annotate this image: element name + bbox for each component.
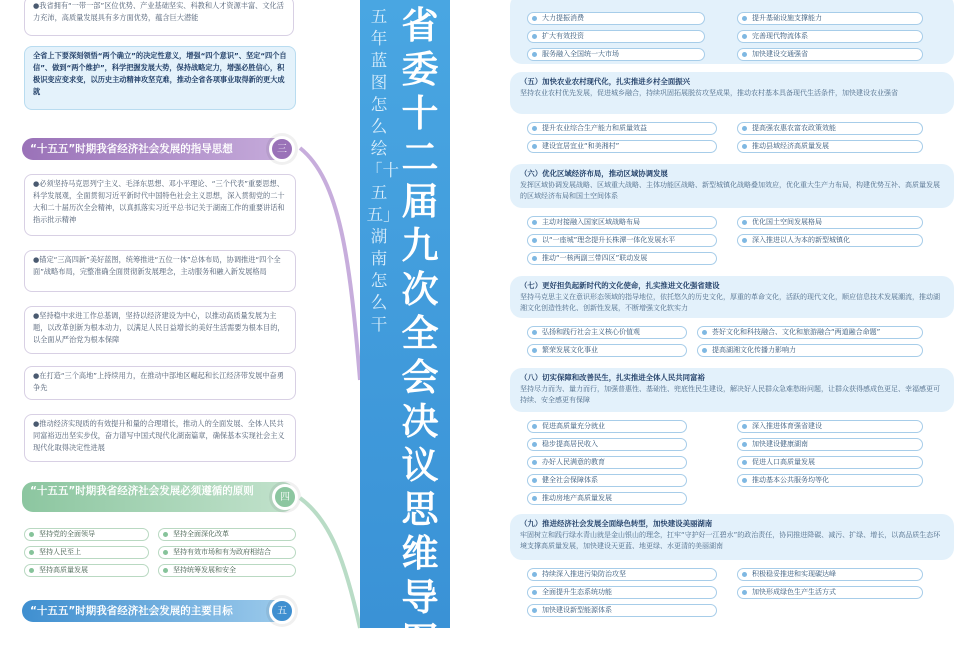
item-pill: 提升农业综合生产能力和质量效益 [527, 122, 717, 135]
guideline-card-1: ●必须坚持马克思列宁主义、毛泽东思想、邓小平理论、“三个代表”重要思想、科学发展观，全面贯彻习近平新时代中国特色社会主义思想，深入贯彻党的二十大和二十届历次全会精神，以真抓落实习近平总书记关于湖南工作的重要讲话和指示批示精神 [24, 174, 296, 236]
item-pill: 加快形成绿色生产生活方式 [737, 586, 923, 599]
item-pill: 深入推进体育强省建设 [737, 420, 923, 433]
left-column [0, 0, 345, 628]
item-pill: 健全社会保障体系 [527, 474, 687, 487]
section-5-badge: 五 [269, 598, 295, 624]
item-pill: 繁荣发展文化事业 [527, 344, 687, 357]
guideline-card-5: ●推动经济实现质的有效提升和量的合理增长，推动人的全面发展、全体人民共同富裕迈出坚实步伐，奋力谱写中国式现代化湖南篇章，确保基本实现社会主义现代化取得决定性进展 [24, 414, 296, 462]
item-pill: 持续深入推进污染防治攻坚 [527, 568, 717, 581]
item-pill: 提升基础设施支撑能力 [737, 12, 923, 25]
item-pill: 办好人民满意的教育 [527, 456, 687, 469]
item-pill: 建设宜居宜业“和美湘村” [527, 140, 717, 153]
item-pill: 深入推进以人为本的新型城镇化 [737, 234, 923, 247]
item-pill: 提高湖湘文化传播力影响力 [697, 344, 923, 357]
section-region: （六）优化区域经济布局，推动区域协调发展 发挥区域协调发展战略、区域重大战略、主体功能区战略、新型城镇化战略叠加效应，优化重大生产力布局，构建优势互补、高质量发展的区域经济布局和国土空间体系 [510, 164, 954, 208]
section-3-header: “十五五”时期我省经济社会发展的指导思想 [22, 138, 294, 160]
intro-card: ●我省拥有“一带一部”区位优势、产业基础坚实、科教和人才资源丰富、文化活力充沛，高质量发展具有多方面优势，蕴含巨大潜能 [24, 0, 294, 36]
summary-card: 全省上下要深刻领悟“两个确立”的决定性意义，增强“四个意识”、坚定“四个自信”、做到“两个维护”，科学把握发展大势，保持战略定力，增强必胜信心，积极识变应变求变，以历史主动精神攻坚克难，推动全省各项事业取得新的更大成就 [24, 46, 296, 110]
principle-pill: 坚持全面深化改革 [158, 528, 296, 541]
section-green: （九）推进经济社会发展全面绿色转型，加快建设美丽湖南 牢固树立和践行绿水青山就是金山银山的理念，扛牢“守护好一江碧水”的政治责任，协同推进降碳、减污、扩绿、增长，以高品质生态环境支撑高质量发展，加快建设天更蓝、地更绿、水更清的美丽湖南 [510, 514, 954, 560]
item-pill: 服务融入全国统一大市场 [527, 48, 705, 61]
item-pill: 加快建设健康湖南 [737, 438, 923, 451]
section-culture: （七）更好担负起新时代的文化使命，扎实推进文化强省建设 坚持马克思主义在意识形态领域的指导地位，依托悠久的历史文化，厚重的革命文化，活跃的现代文化，顺应信息技术发展潮流，推动湖湘文化创造性转化、创新性发展，不断增强文化软实力 [510, 276, 954, 318]
principle-pill: 坚持统筹发展和安全 [158, 564, 296, 577]
item-pill: 加快建设交通强省 [737, 48, 923, 61]
section-agri: （五）加快农业农村现代化，扎实推进乡村全面振兴 坚持农业农村优先发展，促进城乡融合，持续巩固拓展脱贫攻坚成果，推动农村基本具备现代生活条件，加快建设农业强省 [510, 72, 954, 114]
principle-pill: 坚持党的全面领导 [24, 528, 149, 541]
item-pill: 积极稳妥推进和实现碳达峰 [737, 568, 923, 581]
connector-curves [300, 0, 360, 628]
item-pill: 稳步提高居民收入 [527, 438, 687, 451]
item-pill: 加快建设新型能源体系 [527, 604, 717, 617]
principle-pill: 坚持有效市场和有为政府相结合 [158, 546, 296, 559]
section-livelihood: （八）切实保障和改善民生，扎实推进全体人民共同富裕 坚持尽力而为、量力而行，加强普惠性、基础性、兜底性民生建设，解决好人民群众急难愁盼问题，让群众获得感成色更足、幸福感更可持续、安全感更有保障 [510, 368, 954, 412]
banner-title: 省委十二届九次全会决议思维导图 [401, 4, 439, 663]
right-column [505, 0, 969, 628]
item-pill: 促进高质量充分就业 [527, 420, 687, 433]
item-pill: 推动房地产高质量发展 [527, 492, 687, 505]
item-pill: 以“一座城”理念提升长株潭一体化发展水平 [527, 234, 717, 247]
principle-pill: 坚持高质量发展 [24, 564, 149, 577]
item-pill: 提高强农惠农富农政策效能 [737, 122, 923, 135]
item-pill: 促进人口高质量发展 [737, 456, 923, 469]
item-pill: 大力提振消费 [527, 12, 705, 25]
item-pill: 主动对接融入国家区域战略布局 [527, 216, 717, 229]
guideline-card-2: ●锚定“三高四新”美好蓝图，统筹推进“五位一体”总体布局，协调推进“四个全面”战略布局，完整准确全面贯彻新发展理念，主动服务和融入新发展格局 [24, 250, 296, 292]
item-pill: 完善现代物流体系 [737, 30, 923, 43]
title-banner [360, 0, 450, 663]
item-pill: 推动“一核两副三带四区”联动发展 [527, 252, 717, 265]
item-pill: 荟好文化和科技融合、文化和旅游融合“两道融合命题” [697, 326, 923, 339]
guideline-card-3: ●坚持稳中求进工作总基调，坚持以经济建设为中心，以推动高质量发展为主题，以改革创新为根本动力，以满足人民日益增长的美好生活需要为根本目的，以全面从严治党为根本保障 [24, 306, 296, 354]
item-pill: 推动基本公共服务均等化 [737, 474, 923, 487]
guideline-card-4: ●在打造“三个高地”上持续用力，在推动中部地区崛起和长江经济带发展中奋勇争先 [24, 366, 296, 400]
item-pill: 扩大有效投资 [527, 30, 705, 43]
item-pill: 优化国土空间发展格局 [737, 216, 923, 229]
section-4-badge: 四 [272, 484, 298, 510]
banner-subtitle: 五年蓝图怎么绘「十五五」湖南怎么干 [366, 7, 399, 334]
item-pill: 弘扬和践行社会主义核心价值观 [527, 326, 687, 339]
section-4-header: “十五五”时期我省经济社会发展必须遵循的原则 [22, 482, 294, 512]
section-5-header: “十五五”时期我省经济社会发展的主要目标 [22, 600, 294, 622]
item-pill: 全面提升生态系统功能 [527, 586, 717, 599]
section-3-badge: 三 [269, 136, 295, 162]
principle-pill: 坚持人民至上 [24, 546, 149, 559]
item-pill: 推动县域经济高质量发展 [737, 140, 923, 153]
